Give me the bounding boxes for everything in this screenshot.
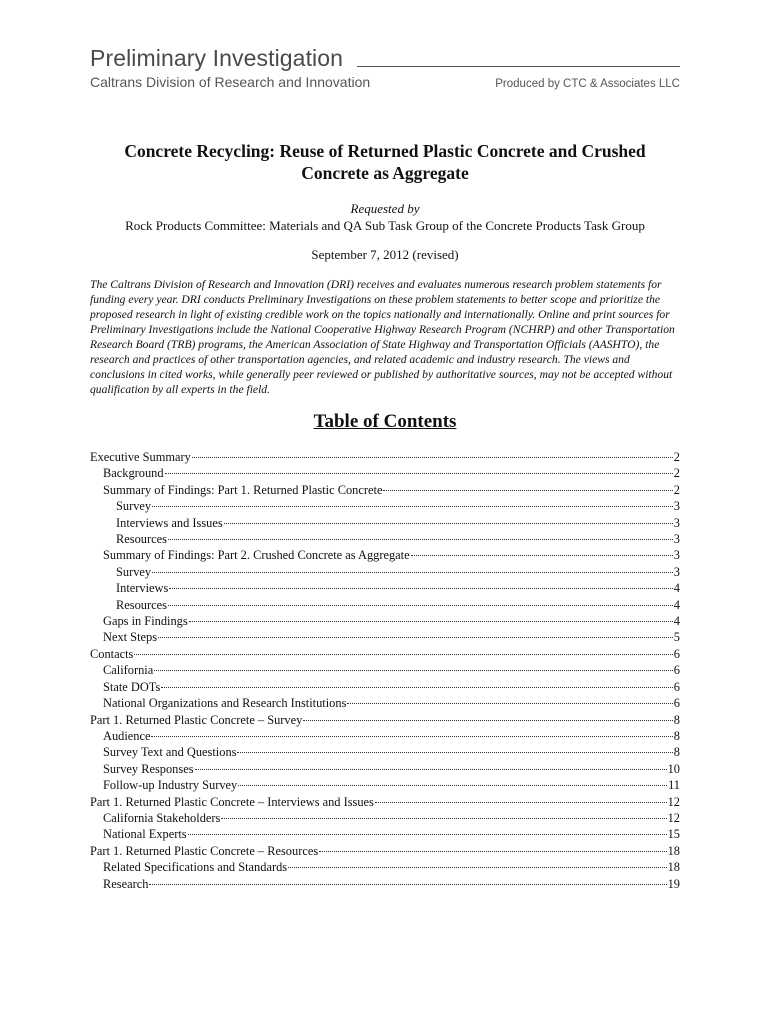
toc-dot-leader xyxy=(383,489,672,491)
toc-dot-leader xyxy=(168,538,673,540)
toc-entry[interactable] xyxy=(90,859,680,875)
toc-dot-leader xyxy=(319,850,666,852)
toc-dot-leader xyxy=(238,784,667,786)
toc-entry-page: 2 xyxy=(673,450,680,464)
toc-entry-label: Summary of Findings: Part 1. Returned Plastic Concrete xyxy=(103,482,383,497)
toc-dot-leader xyxy=(192,456,673,458)
toc-entry[interactable] xyxy=(90,826,680,842)
toc-entry[interactable] xyxy=(90,629,680,645)
toc-entry[interactable] xyxy=(90,564,680,580)
page-header xyxy=(90,44,680,90)
division-name: Caltrans Division of Research and Innovation xyxy=(90,74,371,90)
toc-entry[interactable] xyxy=(90,761,680,777)
toc-entry-page: 12 xyxy=(667,810,680,825)
toc-dot-leader xyxy=(151,735,672,737)
toc-entry-page: 10 xyxy=(667,761,680,776)
toc-dot-leader xyxy=(195,768,667,770)
toc-entry-label: Survey xyxy=(116,564,152,579)
toc-entry[interactable] xyxy=(90,465,680,481)
toc-entry-page: 19 xyxy=(667,876,680,891)
toc-entry-label: Part 1. Returned Plastic Concrete – Interviews and Issues xyxy=(90,794,374,809)
toc-entry-label: Part 1. Returned Plastic Concrete – Survey xyxy=(90,712,303,727)
toc-entry[interactable] xyxy=(90,498,680,514)
toc-entry[interactable] xyxy=(90,580,680,596)
toc-entry-page: 8 xyxy=(673,745,680,760)
requester: Rock Products Committee: Materials and QA Sub Task Group of the Concrete Products Task Group xyxy=(125,218,645,233)
toc-entry-label: Gaps in Findings xyxy=(103,614,188,629)
toc-entry-page: 8 xyxy=(673,728,680,743)
toc-entry-label: Executive Summary xyxy=(90,450,191,464)
toc-dot-leader xyxy=(375,801,667,803)
document-title: Concrete Recycling: Reuse of Returned Plastic Concrete and Crushed Concrete as Aggregate xyxy=(124,141,646,183)
toc-entry[interactable] xyxy=(90,777,680,793)
toc-entry-label: Summary of Findings: Part 2. Crushed Concrete as Aggregate xyxy=(103,548,410,563)
toc-entry-page: 18 xyxy=(667,860,680,875)
toc-entry-label: California Stakeholders xyxy=(103,810,221,825)
toc-entry-page: 6 xyxy=(673,663,680,678)
toc-entry-page: 6 xyxy=(673,646,680,661)
producer-credit: Produced by CTC & Associates LLC xyxy=(495,78,680,90)
toc-entry-label: Related Specifications and Standards xyxy=(103,860,288,875)
toc-entry-label: Contacts xyxy=(90,646,134,661)
table-of-contents xyxy=(90,449,680,892)
toc-entry[interactable] xyxy=(90,794,680,810)
toc-heading: Table of Contents xyxy=(313,411,457,432)
toc-entry-page: 3 xyxy=(673,548,680,563)
toc-entry-label: Survey Text and Questions xyxy=(103,745,237,760)
toc-entry-label: Resources xyxy=(116,532,167,547)
toc-entry-label: Next Steps xyxy=(103,630,158,645)
toc-entry-label: Survey xyxy=(116,499,152,514)
document-date: September 7, 2012 (revised) xyxy=(311,247,459,262)
toc-entry[interactable] xyxy=(90,515,680,531)
intro-paragraph: The Caltrans Division of Research and Innovation (DRI) receives and evaluates numerous research problem statements for funding every year. DRI conducts Preliminary Investigations on these problem statements to better scope and prioritize the proposed research in light of existing credible work on the topics nationally and internationally. Online and print sources for Preliminary Investigations include the National Cooperative Highway Research Program (NCHRP) and other Transportation Research Board (TRB) programs, the American Association of State Highway and Transportation Officials (AASHTO), the research and practices of other transportation agencies, and related academic and industry research. The views and conclusions in cited works, while generally peer reviewed or published by authoritative sources, may not be accepted without qualification by all experts in the field. xyxy=(90,278,675,396)
toc-entry-label: Survey Responses xyxy=(103,761,194,776)
requested-by-label: Requested by xyxy=(350,201,420,216)
toc-dot-leader xyxy=(347,702,672,704)
toc-entry-label: California xyxy=(103,663,154,678)
toc-entry[interactable] xyxy=(90,482,680,498)
toc-entry[interactable] xyxy=(90,712,680,728)
toc-entry-page: 3 xyxy=(673,499,680,514)
toc-entry-page: 2 xyxy=(673,466,680,481)
toc-entry-label: National Experts xyxy=(103,827,187,842)
toc-dot-leader xyxy=(224,522,673,524)
toc-entry-label: Interviews xyxy=(116,581,169,596)
toc-entry[interactable] xyxy=(90,843,680,859)
toc-entry-page: 3 xyxy=(673,532,680,547)
toc-entry-page: 12 xyxy=(667,794,680,809)
toc-entry[interactable] xyxy=(90,531,680,547)
toc-entry[interactable] xyxy=(90,744,680,760)
toc-dot-leader xyxy=(158,636,673,638)
toc-dot-leader xyxy=(303,719,672,721)
toc-dot-leader xyxy=(152,571,673,573)
toc-entry-page: 18 xyxy=(667,843,680,858)
toc-entry[interactable] xyxy=(90,662,680,678)
header-rule xyxy=(357,66,680,67)
toc-entry-page: 4 xyxy=(673,614,680,629)
toc-dot-leader xyxy=(168,604,673,606)
toc-entry[interactable] xyxy=(90,679,680,695)
toc-dot-leader xyxy=(149,883,666,885)
toc-entry-page: 15 xyxy=(667,827,680,842)
toc-entry[interactable] xyxy=(90,597,680,613)
toc-entry[interactable] xyxy=(90,449,680,465)
toc-entry-page: 11 xyxy=(668,778,680,793)
toc-dot-leader xyxy=(169,587,672,589)
toc-entry-label: Research xyxy=(103,876,149,891)
toc-dot-leader xyxy=(154,669,673,671)
toc-entry[interactable] xyxy=(90,728,680,744)
toc-entry-page: 8 xyxy=(673,712,680,727)
toc-entry-label: Follow-up Industry Survey xyxy=(103,778,238,793)
toc-entry-page: 3 xyxy=(673,515,680,530)
toc-dot-leader xyxy=(188,833,667,835)
toc-entry-page: 2 xyxy=(673,482,680,497)
document-body xyxy=(90,140,680,892)
toc-entry[interactable] xyxy=(90,613,680,629)
toc-entry-page: 3 xyxy=(673,564,680,579)
toc-entry[interactable] xyxy=(90,876,680,892)
toc-dot-leader xyxy=(411,554,673,556)
header-subline xyxy=(90,74,680,90)
toc-entry[interactable] xyxy=(90,810,680,826)
toc-dot-leader xyxy=(165,472,673,474)
toc-dot-leader xyxy=(189,620,673,622)
toc-entry[interactable] xyxy=(90,547,680,563)
toc-entry-page: 6 xyxy=(673,679,680,694)
toc-entry-label: Audience xyxy=(103,728,151,743)
toc-dot-leader xyxy=(161,686,673,688)
toc-entry-label: Part 1. Returned Plastic Concrete – Resources xyxy=(90,843,319,858)
toc-entry-label: Background xyxy=(103,466,164,481)
toc-entry-label: Interviews and Issues xyxy=(116,515,223,530)
report-series-title: Preliminary Investigation xyxy=(90,45,344,71)
toc-entry-label: State DOTs xyxy=(103,679,161,694)
toc-dot-leader xyxy=(152,505,673,507)
toc-entry-label: National Organizations and Research Institutions xyxy=(103,696,347,711)
toc-entry[interactable] xyxy=(90,695,680,711)
toc-entry-page: 6 xyxy=(673,696,680,711)
toc-entry-page: 5 xyxy=(673,630,680,645)
toc-dot-leader xyxy=(134,653,672,655)
toc-dot-leader xyxy=(237,751,672,753)
toc-dot-leader xyxy=(221,817,666,819)
toc-entry[interactable] xyxy=(90,646,680,662)
toc-entry-page: 4 xyxy=(673,581,680,596)
toc-dot-leader xyxy=(288,866,667,868)
toc-entry-label: Resources xyxy=(116,597,167,612)
toc-entry-page: 4 xyxy=(673,597,680,612)
